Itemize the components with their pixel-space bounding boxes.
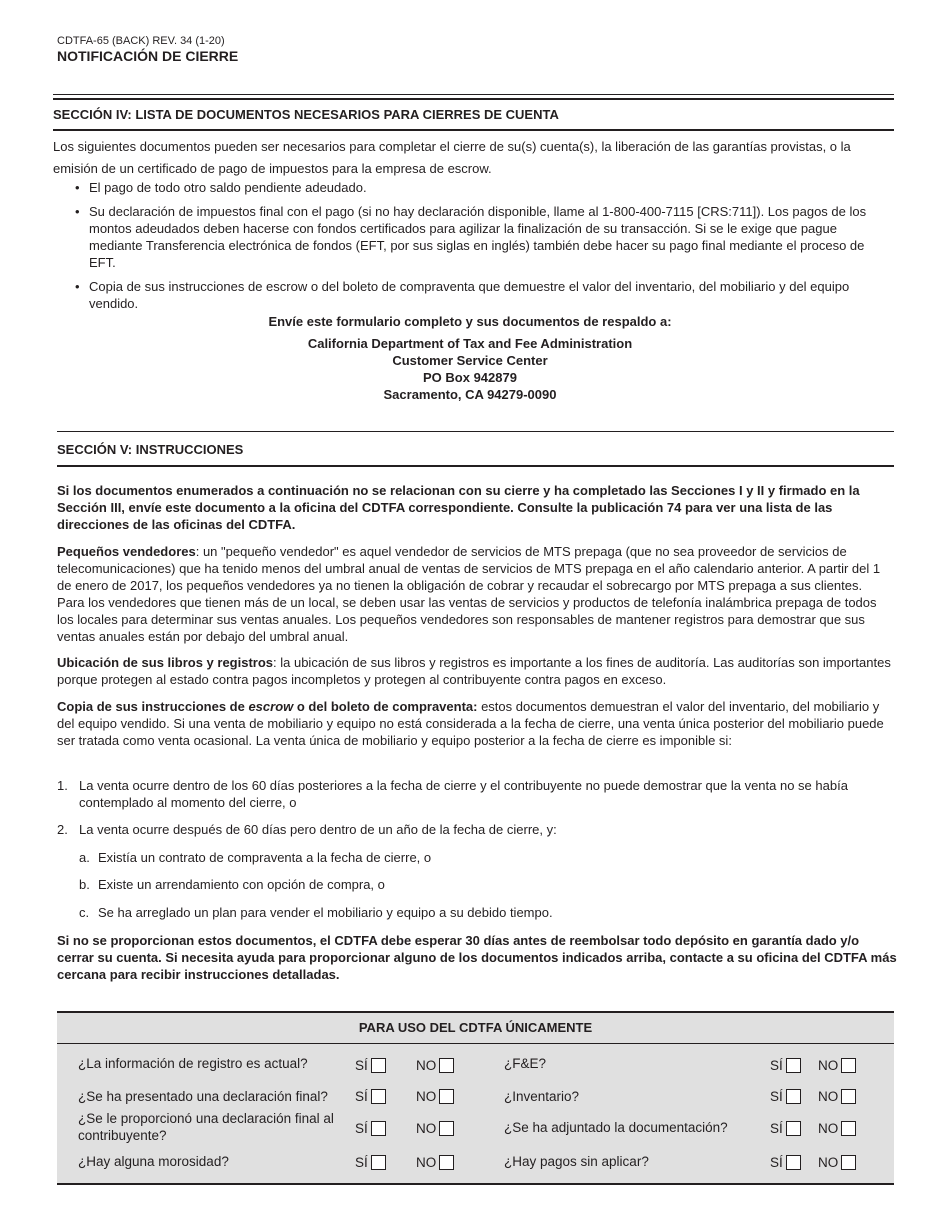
small-vendors-paragraph	[57, 543, 893, 645]
yes-option[interactable]	[355, 1155, 386, 1170]
question-final-return-filed: ¿Se ha presentado una declaración final?	[78, 1089, 328, 1104]
question-final-return-provided: ¿Se le proporcionó una declaración final al contribuyente?	[78, 1111, 334, 1143]
yes-label: SÍ	[355, 1155, 368, 1170]
checkbox[interactable]	[841, 1155, 856, 1170]
yes-label: SÍ	[355, 1058, 368, 1073]
address-line: Customer Service Center	[392, 353, 548, 368]
numbered-item	[57, 777, 897, 811]
checkbox[interactable]	[371, 1121, 386, 1136]
yes-option[interactable]	[355, 1121, 386, 1136]
books-label: Ubicación de sus libros y registros	[57, 655, 274, 670]
checkbox[interactable]	[439, 1155, 454, 1170]
list-item: • El pago de todo otro saldo pendiente adeudado.	[75, 179, 890, 196]
item-number: 1.	[57, 778, 68, 793]
checkbox[interactable]	[371, 1058, 386, 1073]
numbered-item	[57, 821, 897, 838]
question-documentation-attached: ¿Se ha adjuntado la documentación?	[504, 1120, 728, 1135]
yes-option[interactable]	[770, 1155, 801, 1170]
no-label: NO	[818, 1155, 839, 1170]
section-4-title: SECCIÓN IV: LISTA DE DOCUMENTOS NECESARIOS PARA CIERRES DE CUENTA	[53, 107, 559, 122]
no-label: NO	[416, 1089, 437, 1104]
checkbox[interactable]	[439, 1121, 454, 1136]
section-5-title: SECCIÓN V: INSTRUCCIONES	[57, 442, 244, 457]
question-inventory: ¿Inventario?	[504, 1089, 580, 1104]
small-vendors-text: : un "pequeño vendedor" es aquel vendedor de servicios de MTS prepaga (que no sea proveedor de servicios de telecomunicaciones) que ha tenido menos del umbral anual de ventas de servicios de MTS prepaga en el año calendario anterior. A partir del 1 de enero de 2017, los pequeños vendedores ya no tienen la obligación de cobrar y recaudar el sobrecargo por MTS prepaga a sus clientes. Para los vendedores que tienen más de un local, se deben usar las ventas de servicios y productos de telefonía inalámbrica prepaga de todos los locales para determinar sus ventas anuales. Los pequeños vendedores son responsables de mantener registros para demostrar que sus ventas anuales están por debajo del umbral anual.	[57, 544, 881, 644]
lettered-item	[79, 849, 879, 866]
section-4-intro: Los siguientes documentos pueden ser necesarios para completar el cierre de su(s) cuenta(s), la liberación de las garantías provistas, o la emisión de un certificado de pago de impuestos para la empresa de escrow.	[53, 139, 851, 176]
small-vendors-label: Pequeños vendedores	[57, 544, 196, 559]
item-number: 2.	[57, 822, 68, 837]
question-fe: ¿F&E?	[504, 1056, 547, 1071]
books-text: : la ubicación de sus libros y registros es importante a los fines de auditoría. Las auditorías son importantes porque protegen al estado contra pagos incompletos y protegen al contribuyente contra pagos en exceso.	[57, 655, 891, 687]
item-text: La venta ocurre después de 60 días pero dentro de un año de la fecha de cierre, y:	[79, 822, 557, 837]
yes-label: SÍ	[770, 1121, 783, 1136]
yes-label: SÍ	[770, 1089, 783, 1104]
item-text: Existe un arrendamiento con opción de compra, o	[98, 877, 385, 892]
yes-option[interactable]	[770, 1121, 801, 1136]
closing-paragraph: Si no se proporcionan estos documentos, el CDTFA debe esperar 30 días antes de reembolsar todo depósito en garantía dado y/o cerrar su cuenta. Si necesita ayuda para proporcionar alguno de los documentos indicados arriba, contacte a su oficina del CDTFA más cercana para recibir instrucciones detalladas.	[57, 933, 897, 982]
form-code: CDTFA-65 (BACK) REV. 34 (1-20)	[57, 35, 225, 47]
no-option[interactable]	[416, 1058, 454, 1073]
checkbox[interactable]	[371, 1155, 386, 1170]
no-label: NO	[818, 1058, 839, 1073]
checkbox[interactable]	[786, 1089, 801, 1104]
books-paragraph	[57, 654, 893, 688]
item-text: La venta ocurre dentro de los 60 días posteriores a la fecha de cierre y el contribuyente no puede demostrar que la venta no se había contemplado al momento del cierre, o	[79, 778, 848, 810]
cdtfa-use-only-box	[57, 1011, 894, 1185]
list-item: • Copia de sus instrucciones de escrow o del boleto de compraventa que demuestre el valor del inventario, del mobiliario y del equipo vendido.	[75, 278, 890, 312]
checkbox[interactable]	[786, 1058, 801, 1073]
mailing-address	[0, 335, 940, 403]
divider	[57, 431, 894, 432]
yes-option[interactable]	[355, 1058, 386, 1073]
no-label: NO	[416, 1121, 437, 1136]
checkbox[interactable]	[786, 1121, 801, 1136]
escrow-paragraph	[57, 698, 893, 749]
lettered-item	[79, 876, 879, 893]
item-letter: b.	[79, 877, 90, 892]
escrow-text: estos documentos demuestran el valor del inventario, del mobiliario y del equipo vendido. Si una venta de mobiliario y equipo no está considerada a la fecha de cierre, una venta única posterior del mobiliario puede ser tratada como venta ocasional. La venta única de mobiliario y equipo posterior a la fecha de cierre es imponible si:	[57, 699, 884, 748]
escrow-label-part: Copia de sus instrucciones de	[57, 699, 249, 714]
yes-option[interactable]	[355, 1089, 386, 1104]
divider	[53, 94, 894, 95]
address-line: Sacramento, CA 94279-0090	[383, 387, 557, 402]
cdtfa-use-title: PARA USO DEL CDTFA ÚNICAMENTE	[57, 1013, 894, 1044]
escrow-label-italic: escrow	[248, 699, 294, 714]
no-option[interactable]	[416, 1089, 454, 1104]
item-text: Se ha arreglado un plan para vender el mobiliario y equipo a su debido tiempo.	[98, 905, 553, 920]
yes-option[interactable]	[770, 1089, 801, 1104]
escrow-label	[57, 699, 477, 714]
checkbox[interactable]	[371, 1089, 386, 1104]
checkbox[interactable]	[841, 1058, 856, 1073]
item-letter: a.	[79, 850, 90, 865]
no-option[interactable]	[416, 1155, 454, 1170]
address-line: California Department of Tax and Fee Administration	[307, 336, 633, 351]
no-label: NO	[416, 1058, 437, 1073]
no-label: NO	[818, 1089, 839, 1104]
no-option[interactable]	[818, 1121, 856, 1136]
lettered-item	[79, 904, 879, 921]
item-text: Existía un contrato de compraventa a la fecha de cierre, o	[98, 850, 432, 865]
question-unapplied-payments: ¿Hay pagos sin aplicar?	[504, 1154, 649, 1169]
divider	[57, 465, 894, 467]
no-option[interactable]	[818, 1155, 856, 1170]
address-line: PO Box 942879	[423, 370, 517, 385]
no-label: NO	[818, 1121, 839, 1136]
escrow-label-part: o del boleto de compraventa:	[293, 699, 478, 714]
question-registration-current: ¿La información de registro es actual?	[78, 1056, 308, 1071]
yes-option[interactable]	[770, 1058, 801, 1073]
checkbox[interactable]	[841, 1121, 856, 1136]
no-option[interactable]	[416, 1121, 454, 1136]
form-title: NOTIFICACIÓN DE CIERRE	[57, 48, 239, 64]
item-letter: c.	[79, 905, 90, 920]
checkbox[interactable]	[439, 1058, 454, 1073]
checkbox[interactable]	[786, 1155, 801, 1170]
question-delinquency: ¿Hay alguna morosidad?	[78, 1154, 229, 1169]
list-item: • Su declaración de impuestos final con el pago (si no hay declaración disponible, llame al 1-800-400-7115 [CRS:711]). Los pagos de los montos adeudados deben hacerse con fondos certificados para agilizar la finalización de su transacción. Si se le exige que pague mediante Transferencia electrónica de fondos (EFT, por sus siglas en inglés) también debe hacer su pago final mediante el proceso de EFT.	[75, 203, 890, 271]
no-option[interactable]	[818, 1089, 856, 1104]
divider	[53, 129, 894, 131]
yes-label: SÍ	[355, 1089, 368, 1104]
divider	[53, 98, 894, 100]
no-option[interactable]	[818, 1058, 856, 1073]
yes-label: SÍ	[770, 1155, 783, 1170]
checkbox[interactable]	[841, 1089, 856, 1104]
send-label: Envíe este formulario completo y sus documentos de respaldo a:	[268, 314, 672, 329]
required-documents-list	[75, 179, 890, 319]
checkbox[interactable]	[439, 1089, 454, 1104]
no-label: NO	[416, 1155, 437, 1170]
section-5-lead: Si los documentos enumerados a continuación no se relacionan con su cierre y ha completado las Secciones I y II y firmado en la Sección III, envíe este documento a la oficina del CDTFA correspondiente. Consulte la publicación 74 para ver una lista de las direcciones de las oficinas del CDTFA.	[57, 483, 860, 532]
yes-label: SÍ	[770, 1058, 783, 1073]
yes-label: SÍ	[355, 1121, 368, 1136]
